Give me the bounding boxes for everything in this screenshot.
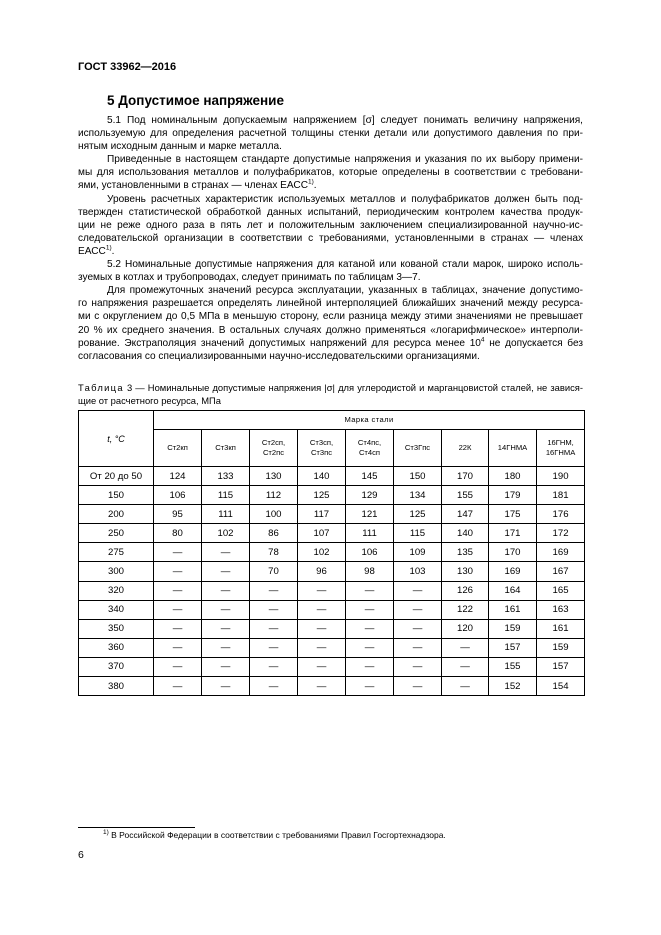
stress-value-cell: —	[298, 581, 346, 600]
stress-value-cell: 80	[154, 524, 202, 543]
body-text	[78, 114, 583, 363]
stress-value-cell: 176	[537, 505, 585, 524]
stress-value-cell: 103	[394, 562, 442, 581]
footnote-divider	[78, 827, 195, 828]
stress-value-cell: 157	[537, 657, 585, 676]
stress-value-cell: 115	[394, 524, 442, 543]
paragraph-line: ции не реже одного раза в пять лет и положительным заключением специализированной научно-ис-	[78, 219, 583, 231]
temperature-header: t, °С	[79, 411, 154, 467]
stress-value-cell: 100	[250, 505, 298, 524]
stress-value-cell: 172	[537, 524, 585, 543]
steel-grade-column: Ст3сп, Ст3пс	[298, 430, 346, 467]
table-row	[79, 486, 585, 505]
steel-grade-column: 16ГНМ, 16ГНМА	[537, 430, 585, 467]
stress-value-cell: 111	[202, 505, 250, 524]
stress-value-cell: —	[250, 677, 298, 696]
stress-value-cell: —	[250, 657, 298, 676]
stress-value-cell: —	[298, 619, 346, 638]
stress-value-cell: —	[154, 638, 202, 657]
stress-value-cell: 98	[346, 562, 394, 581]
stress-value-cell: —	[346, 657, 394, 676]
stress-value-cell: 159	[489, 619, 537, 638]
stress-value-cell: 159	[537, 638, 585, 657]
stress-value-cell: 86	[250, 524, 298, 543]
table-row	[79, 619, 585, 638]
footnote-ref: 1)	[308, 179, 314, 187]
temperature-cell: 360	[79, 638, 154, 657]
temperature-cell: 320	[79, 581, 154, 600]
stress-value-cell: —	[298, 677, 346, 696]
table-row	[79, 677, 585, 696]
stress-value-cell: 106	[154, 486, 202, 505]
temperature-cell: 150	[79, 486, 154, 505]
stress-value-cell: 112	[250, 486, 298, 505]
paragraph-line: согласования со специализированными научно-исследовательскими организациями.	[78, 350, 480, 362]
table-caption	[78, 382, 583, 408]
stress-value-cell: —	[442, 677, 489, 696]
stress-value-cell: 115	[202, 486, 250, 505]
paragraph-line: ми с округлением до 0,5 МПа в меньшую сторону, если разница между этими значениями не превышает	[78, 311, 583, 323]
stress-value-cell: 157	[489, 638, 537, 657]
stress-value-cell: 125	[298, 486, 346, 505]
paragraph-line: нятым исходным данным и марке металла.	[78, 141, 282, 153]
stress-value-cell: 78	[250, 543, 298, 562]
steel-grade-column: 22К	[442, 430, 489, 467]
footnote-marker: 1)	[103, 829, 109, 837]
stress-value-cell: —	[346, 638, 394, 657]
temperature-cell: От 20 до 50	[79, 467, 154, 486]
stress-value-cell: 102	[202, 524, 250, 543]
steel-grade-column: Ст3Гпс	[394, 430, 442, 467]
stress-value-cell: 155	[489, 657, 537, 676]
caption-label: Таблица	[78, 382, 124, 393]
stress-value-cell: 147	[442, 505, 489, 524]
paragraph-line: ЕАСС$^{1)}$.	[78, 244, 115, 257]
paragraph-line: 5.1 Под номинальным допускаемым напряжением [σ] следует понимать величину напряжения,	[107, 115, 583, 126]
stress-value-cell: —	[154, 677, 202, 696]
stress-value-cell: 102	[298, 543, 346, 562]
temperature-cell: 300	[79, 562, 154, 581]
stress-value-cell: 70	[250, 562, 298, 581]
stress-value-cell: —	[250, 581, 298, 600]
stress-value-cell: 180	[489, 467, 537, 486]
table-row	[79, 581, 585, 600]
stress-value-cell: 125	[394, 505, 442, 524]
stress-value-cell: 134	[394, 486, 442, 505]
stress-table	[78, 410, 585, 696]
stress-value-cell: —	[346, 600, 394, 619]
table-row	[79, 543, 585, 562]
temperature-cell: 370	[79, 657, 154, 676]
temperature-cell: 350	[79, 619, 154, 638]
table-row	[79, 600, 585, 619]
paragraph-line: 5.2 Номинальные допустимые напряжения для катаной или кованой стали марок, широко исполь-	[107, 259, 583, 271]
stress-value-cell: 169	[537, 543, 585, 562]
paragraph-line: твержден статистической обработкой данных испытаний, периодическим контролем качества продук-	[78, 206, 583, 218]
paragraph-line: 20 % их среднего значения. В остальных случаях должно применяться «логарифмическое» интерполи-	[78, 324, 583, 336]
stress-value-cell: —	[250, 619, 298, 638]
stress-value-cell: 164	[489, 581, 537, 600]
stress-value-cell: 111	[346, 524, 394, 543]
stress-value-cell: 171	[489, 524, 537, 543]
stress-value-cell: —	[346, 581, 394, 600]
exponent: 4	[480, 336, 485, 344]
table-row	[79, 657, 585, 676]
stress-value-cell: 140	[442, 524, 489, 543]
document-header: ГОСТ 33962—2016	[78, 61, 177, 73]
temperature-cell: 380	[79, 677, 154, 696]
stress-value-cell: 135	[442, 543, 489, 562]
stress-value-cell: —	[298, 600, 346, 619]
stress-value-cell: —	[298, 638, 346, 657]
caption-text: 3 — Номинальные допустимые напряжения |σ| для углеродистой и марганцовистой сталей, не завися-	[123, 382, 583, 393]
paragraph-line: го напряжения разрешается определять линейной интерполяцией ближайших значений между ресурса-	[78, 298, 583, 310]
table-row	[79, 562, 585, 581]
steel-grade-column: Ст4пс, Ст4сп	[346, 430, 394, 467]
stress-value-cell: —	[202, 638, 250, 657]
footnote-text: В Российской Федерации в соответствии с требованиями Правил Госгортехнадзора.	[108, 830, 446, 840]
footnote	[103, 830, 446, 840]
stress-value-cell: 154	[537, 677, 585, 696]
stress-value-cell: 133	[202, 467, 250, 486]
stress-value-cell: —	[154, 562, 202, 581]
stress-value-cell: 109	[394, 543, 442, 562]
table-row	[79, 505, 585, 524]
stress-value-cell: —	[442, 657, 489, 676]
stress-value-cell: 190	[537, 467, 585, 486]
stress-value-cell: 107	[298, 524, 346, 543]
stress-value-cell: —	[154, 581, 202, 600]
stress-value-cell: —	[346, 677, 394, 696]
stress-value-cell: —	[154, 657, 202, 676]
stress-value-cell: 152	[489, 677, 537, 696]
stress-value-cell: 117	[298, 505, 346, 524]
table-row	[79, 524, 585, 543]
stress-value-cell: 179	[489, 486, 537, 505]
temperature-cell: 340	[79, 600, 154, 619]
stress-value-cell: —	[202, 600, 250, 619]
stress-value-cell: 175	[489, 505, 537, 524]
temperature-cell: 275	[79, 543, 154, 562]
stress-value-cell: —	[202, 562, 250, 581]
stress-value-cell: 130	[250, 467, 298, 486]
stress-value-cell: —	[154, 600, 202, 619]
temperature-cell: 200	[79, 505, 154, 524]
stress-value-cell: 120	[442, 619, 489, 638]
steel-grade-column: 14ГНМА	[489, 430, 537, 467]
stress-value-cell: —	[394, 581, 442, 600]
stress-value-cell: 181	[537, 486, 585, 505]
stress-value-cell: 122	[442, 600, 489, 619]
stress-value-cell: 170	[489, 543, 537, 562]
stress-value-cell: 155	[442, 486, 489, 505]
stress-value-cell: —	[394, 638, 442, 657]
stress-value-cell: 145	[346, 467, 394, 486]
stress-value-cell: —	[298, 657, 346, 676]
paragraph-line: Уровень расчетных характеристик используемых металлов и полуфабрикатов должен быть под-	[107, 193, 583, 205]
page-number: 6	[78, 849, 84, 861]
stress-value-cell: —	[202, 581, 250, 600]
stress-value-cell: 165	[537, 581, 585, 600]
temperature-cell: 250	[79, 524, 154, 543]
stress-value-cell: —	[154, 543, 202, 562]
stress-value-cell: 163	[537, 600, 585, 619]
stress-value-cell: —	[202, 543, 250, 562]
stress-value-cell: 126	[442, 581, 489, 600]
table-row	[79, 467, 585, 486]
steel-grade-column: Ст2сп, Ст2пс	[250, 430, 298, 467]
stress-value-cell: 95	[154, 505, 202, 524]
footnote-ref: 1)	[105, 244, 112, 252]
stress-value-cell: 150	[394, 467, 442, 486]
section-title: 5 Допустимое напряжение	[107, 93, 284, 108]
table-row	[79, 638, 585, 657]
stress-value-cell: 169	[489, 562, 537, 581]
paragraph-line: Приведенные в настоящем стандарте допустимые напряжения и указания по их выбору примени-	[107, 154, 583, 166]
stress-value-cell: 170	[442, 467, 489, 486]
stress-value-cell: —	[394, 600, 442, 619]
paragraph-line: рование. Экстраполяция значений допустимых напряжений для ресурса менее $10^4$ не допускается без	[78, 336, 583, 349]
stress-value-cell: —	[394, 657, 442, 676]
stress-value-cell: 124	[154, 467, 202, 486]
paragraph-line: мы для использования металлов и полуфабрикатов, которые определены в соответствии с требовани-	[78, 167, 583, 179]
stress-value-cell: —	[202, 619, 250, 638]
stress-value-cell: 161	[489, 600, 537, 619]
stress-value-cell: 161	[537, 619, 585, 638]
steel-grade-column: Ст2кп	[154, 430, 202, 467]
stress-value-cell: —	[154, 619, 202, 638]
stress-value-cell: 167	[537, 562, 585, 581]
steel-grade-header: Марка стали	[154, 411, 585, 430]
stress-value-cell: —	[394, 619, 442, 638]
stress-value-cell: —	[250, 638, 298, 657]
paragraph-line: Для промежуточных значений ресурса эксплуатации, указанных в таблицах, значение допустимо-	[107, 285, 583, 297]
stress-value-cell: —	[202, 657, 250, 676]
stress-value-cell: 130	[442, 562, 489, 581]
stress-value-cell: 121	[346, 505, 394, 524]
paragraph-line: ями, установленными в странах — членах ЕАСС$^{1)}$.	[78, 179, 317, 192]
stress-value-cell: 129	[346, 486, 394, 505]
stress-value-cell: —	[346, 619, 394, 638]
paragraph-line: следовательской организации в соответствии с требованиями, установленными в странах — членах	[78, 232, 583, 244]
stress-value-cell: 96	[298, 562, 346, 581]
stress-value-cell: —	[202, 677, 250, 696]
paragraph-line: используемую для определения расчетной толщины стенки детали или допустимого давления по при-	[78, 128, 583, 140]
steel-grade-column: Ст3кп	[202, 430, 250, 467]
stress-value-cell: —	[442, 638, 489, 657]
stress-value-cell: —	[394, 677, 442, 696]
stress-value-cell: 140	[298, 467, 346, 486]
caption-text-line2: щие от расчетного ресурса, МПа	[78, 395, 221, 407]
stress-value-cell: —	[250, 600, 298, 619]
paragraph-line: зуемых в котлах и трубопроводах, следует принимать по таблицам 3—7.	[78, 272, 421, 284]
stress-value-cell: 106	[346, 543, 394, 562]
